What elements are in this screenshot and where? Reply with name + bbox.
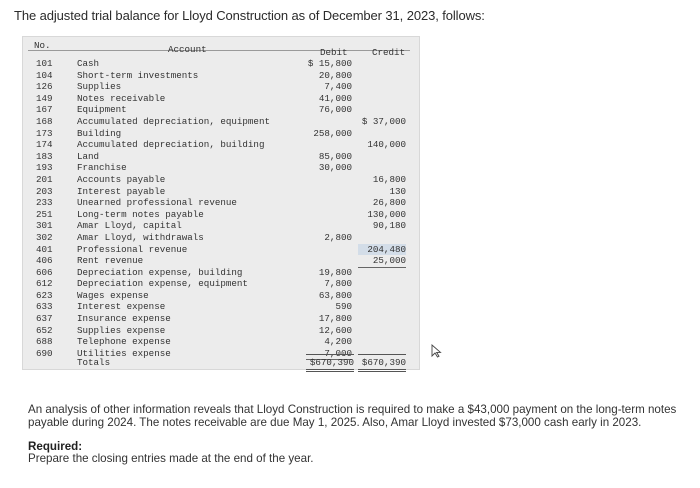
credit-amount (358, 128, 406, 140)
account-title: Cash (77, 58, 100, 69)
account-title: Short-term investments (77, 69, 199, 81)
debit-column (306, 58, 352, 360)
account-number: 126 (36, 81, 53, 93)
account-title: Telephone expense (77, 336, 171, 348)
account-number: 623 (36, 289, 53, 301)
credit-amount (358, 326, 406, 338)
credit-amount: 130 (389, 185, 406, 197)
debit-amount: 85,000 (318, 150, 352, 162)
debit-amount: 2,800 (324, 231, 352, 243)
account-number: 301 (36, 220, 53, 232)
account-title-column (77, 58, 270, 359)
credit-amount: 90,180 (372, 220, 406, 232)
required-instruction: Prepare the closing entries made at the end of the year. (28, 452, 314, 465)
totals-label: Totals (77, 357, 111, 368)
account-number: 203 (36, 185, 53, 197)
account-number: 688 (36, 336, 53, 348)
credit-column (358, 58, 406, 360)
debit-amount (306, 244, 352, 256)
account-title: Depreciation expense, building (77, 266, 243, 278)
account-number: 193 (36, 162, 53, 174)
debit-amount: 258,000 (313, 127, 352, 139)
account-title: Amar Lloyd, capital (77, 220, 182, 232)
credit-amount (358, 232, 406, 244)
account-title: Depreciation expense, equipment (77, 278, 248, 290)
credit-total-rule (358, 354, 406, 355)
account-title: Unearned professional revenue (77, 197, 237, 209)
credit-amount: 16,800 (372, 173, 406, 185)
credit-amount (358, 70, 406, 82)
account-number: 401 (36, 243, 53, 255)
debit-amount: $ 15,800 (307, 58, 352, 69)
account-number: 201 (36, 173, 53, 185)
debit-amount (306, 139, 352, 151)
credit-amount (358, 302, 406, 314)
account-number: 251 (36, 208, 53, 220)
account-number: 302 (36, 231, 53, 243)
account-title: Accumulated depreciation, equipment (77, 115, 270, 127)
credit-amount (358, 337, 406, 349)
credit-amount (358, 81, 406, 93)
header-debit: Debit (320, 47, 348, 58)
header-account: Account (168, 44, 207, 55)
debit-total-rule (306, 354, 354, 355)
account-number: 183 (36, 150, 53, 162)
account-title: Professional revenue (77, 243, 188, 255)
required-label: Required: (28, 440, 83, 453)
account-number: 174 (36, 139, 53, 151)
account-number-column (36, 58, 53, 359)
account-title: Accumulated depreciation, building (77, 139, 265, 151)
account-title: Rent revenue (77, 255, 144, 267)
debit-amount: 4,200 (324, 336, 352, 348)
debit-amount (306, 197, 352, 209)
credit-amount (358, 314, 406, 326)
debit-amount: 20,800 (318, 69, 352, 81)
debit-amount: 76,000 (318, 104, 352, 116)
account-number: 690 (36, 347, 53, 359)
header-credit: Credit (372, 47, 406, 58)
debit-amount (306, 174, 352, 186)
credit-amount (358, 93, 406, 105)
debit-amount: 63,800 (318, 289, 352, 301)
header-divider (28, 50, 410, 51)
account-number: 104 (36, 69, 53, 81)
header-no: No. (34, 40, 51, 51)
debit-amount (306, 116, 352, 128)
account-title: Supplies expense (77, 324, 166, 336)
account-title: Insurance expense (77, 313, 171, 325)
debit-amount: 7,400 (324, 81, 352, 93)
debit-amount: 41,000 (318, 92, 352, 104)
account-title: Equipment (77, 104, 127, 116)
credit-amount (358, 58, 406, 70)
account-number: 168 (36, 115, 53, 127)
debit-amount: 590 (335, 301, 352, 313)
credit-amount: $ 37,000 (361, 115, 406, 127)
credit-amount: 130,000 (367, 208, 406, 220)
debit-amount (306, 209, 352, 221)
account-title: Utilities expense (77, 347, 171, 359)
account-title: Amar Lloyd, withdrawals (77, 231, 204, 243)
account-number: 406 (36, 255, 53, 267)
account-number: 167 (36, 104, 53, 116)
credit-amount (358, 162, 406, 174)
account-number: 149 (36, 92, 53, 104)
debit-amount: 19,800 (318, 266, 352, 278)
credit-amount: 25,000 (358, 255, 406, 268)
account-title: Interest expense (77, 301, 166, 313)
problem-intro: The adjusted trial balance for Lloyd Construction as of December 31, 2023, follows: (14, 8, 485, 23)
mouse-pointer-icon (431, 344, 443, 358)
debit-total: $670,390 (306, 357, 354, 372)
account-title: Building (77, 127, 122, 139)
account-title: Notes receivable (77, 92, 166, 104)
account-title: Interest payable (77, 185, 166, 197)
account-number: 101 (36, 58, 53, 69)
account-number: 637 (36, 313, 53, 325)
account-number: 612 (36, 278, 53, 290)
account-title: Long-term notes payable (77, 208, 204, 220)
debit-amount: 30,000 (318, 162, 352, 174)
credit-amount (358, 268, 406, 280)
credit-amount: 140,000 (367, 139, 406, 151)
account-number: 233 (36, 197, 53, 209)
account-title: Accounts payable (77, 173, 166, 185)
account-title: Land (77, 150, 100, 162)
debit-amount (306, 186, 352, 198)
credit-total: $670,390 (358, 357, 406, 372)
debit-amount: 7,000 (306, 348, 352, 361)
credit-amount (358, 151, 406, 163)
debit-amount: 17,800 (318, 313, 352, 325)
credit-amount (358, 104, 406, 116)
debit-amount: 12,600 (318, 324, 352, 336)
account-title: Wages expense (77, 289, 149, 301)
additional-information: An analysis of other information reveals that Lloyd Construction is required to make a $43,000 payment on the long-term notes payable during 2024. The notes receivable are due May 1, 2025. Also, Amar Lloyd invested $73,000 cash early in 2023. (28, 403, 677, 429)
account-number: 652 (36, 324, 53, 336)
credit-amount (358, 279, 406, 291)
account-number: 173 (36, 127, 53, 139)
credit-amount: 204,480 (358, 244, 406, 256)
debit-amount: 7,800 (324, 278, 352, 290)
debit-amount (306, 255, 352, 267)
account-title: Franchise (77, 162, 127, 174)
credit-amount: 26,800 (372, 197, 406, 209)
debit-amount (306, 220, 352, 232)
account-number: 633 (36, 301, 53, 313)
account-title: Supplies (77, 81, 122, 93)
account-number: 606 (36, 266, 53, 278)
credit-amount (358, 291, 406, 303)
